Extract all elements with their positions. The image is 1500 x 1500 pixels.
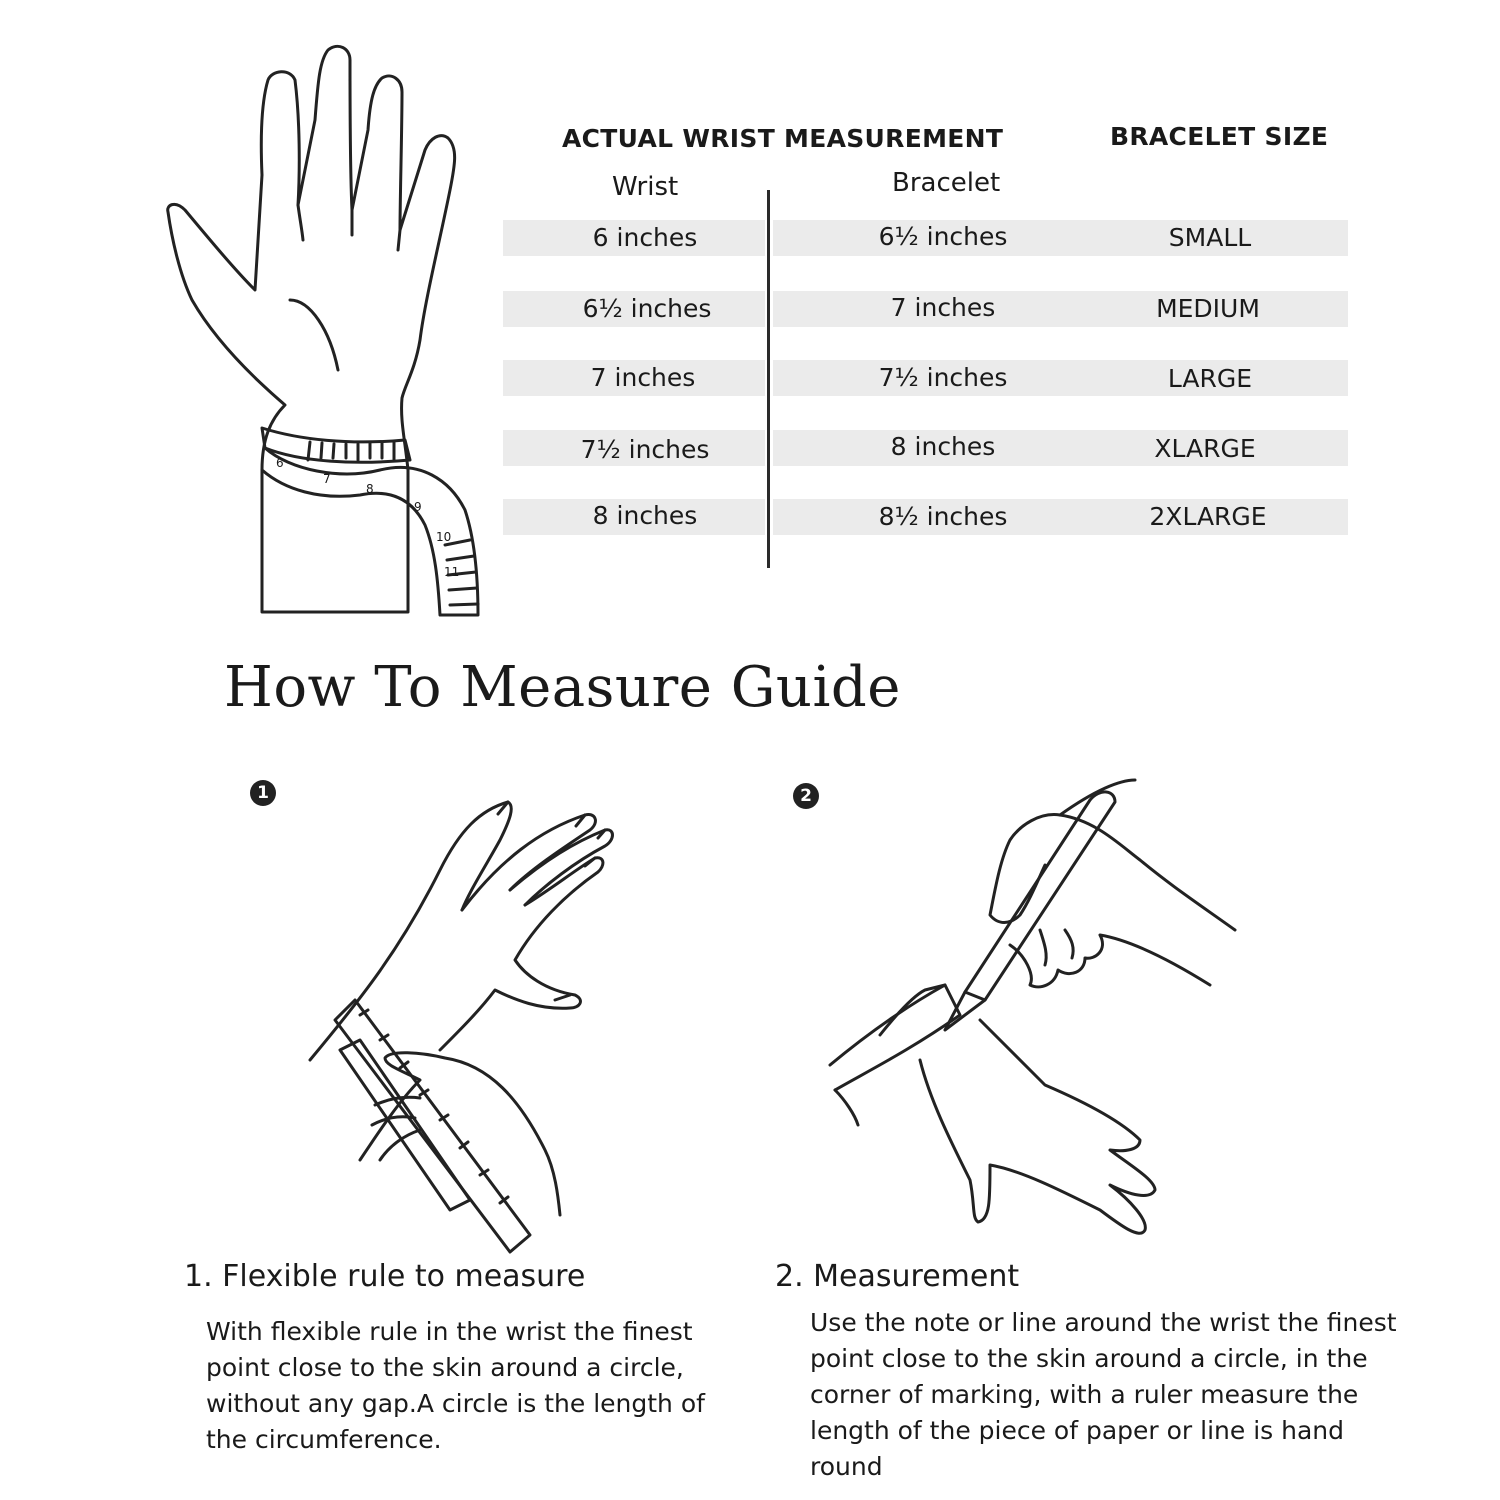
- header-actual-wrist-measurement: ACTUAL WRIST MEASUREMENT: [562, 124, 1004, 153]
- guide-title: How To Measure Guide: [224, 655, 901, 720]
- wrist-cell: 6½ inches: [582, 294, 712, 323]
- size-cell: MEDIUM: [1156, 294, 1260, 323]
- step-2-title: 2. Measurement: [775, 1259, 1020, 1294]
- header-bracelet-size: BRACELET SIZE: [1110, 122, 1329, 151]
- size-cell: 2XLARGE: [1149, 502, 1267, 531]
- wrist-cell: 7½ inches: [580, 435, 710, 464]
- column-header-wrist: Wrist: [612, 172, 679, 202]
- bracelet-cell: 7½ inches: [878, 363, 1008, 392]
- wrist-cell: 8 inches: [592, 501, 698, 530]
- bracelet-cell: 7 inches: [890, 293, 996, 322]
- tape-mark-10: 10: [436, 530, 452, 544]
- step-2-badge: 2: [793, 783, 819, 809]
- size-cell: XLARGE: [1154, 434, 1256, 463]
- size-cell: SMALL: [1168, 223, 1252, 252]
- tape-mark-9: 9: [414, 500, 422, 514]
- bracelet-cell: 8 inches: [890, 432, 996, 461]
- tape-mark-8: 8: [366, 482, 374, 496]
- bracelet-cell: 8½ inches: [878, 502, 1008, 531]
- step-2-description: Use the note or line around the wrist the finest point close to the skin around a circle, in the corner of marking, with a ruler measure the length of the piece of paper or line is hand round: [810, 1308, 1397, 1481]
- wrist-cell: 6 inches: [592, 223, 698, 252]
- tape-mark-7: 7: [323, 472, 331, 486]
- size-cell: LARGE: [1167, 364, 1253, 393]
- step-1-badge: 1: [250, 780, 276, 806]
- column-header-bracelet: Bracelet: [892, 168, 1001, 198]
- bracelet-cell: 6½ inches: [878, 222, 1008, 251]
- step-1-description: With flexible rule in the wrist the finest point close to the skin around a circle, without any gap.A circle is the length of the circumference.: [206, 1317, 705, 1454]
- tape-mark-6: 6: [276, 456, 284, 470]
- step-1-title: 1. Flexible rule to measure: [184, 1259, 586, 1294]
- wrist-cell: 7 inches: [590, 363, 696, 392]
- tape-mark-11: 11: [444, 565, 460, 579]
